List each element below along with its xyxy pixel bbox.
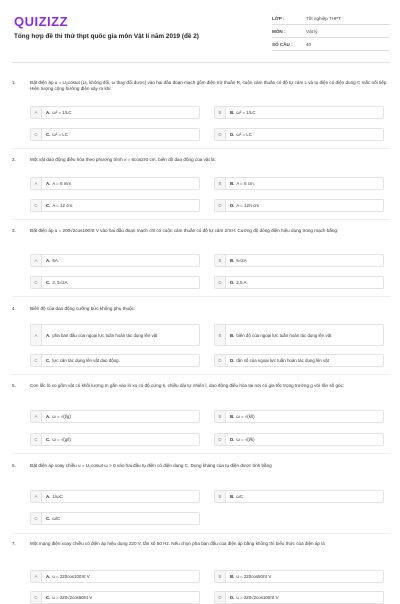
option-6b[interactable] xyxy=(214,490,384,503)
option-text: ωC xyxy=(236,494,244,499)
option-1c[interactable] xyxy=(30,128,200,141)
option-text: pha ban đầu của ngoại lực tuần hoàn tác dụng lên vật xyxy=(52,332,158,338)
option-7b[interactable] xyxy=(214,570,384,583)
question-divider xyxy=(12,148,390,149)
option-label: B. xyxy=(230,574,235,579)
option-letter: A xyxy=(31,178,42,189)
option-text: ω = √(g/l) xyxy=(52,437,71,442)
option-label: A. xyxy=(46,181,51,186)
option-label: A. xyxy=(46,414,51,419)
option-letter: A xyxy=(31,325,42,345)
option-4c[interactable] xyxy=(30,354,200,367)
option-letter: C xyxy=(31,200,42,211)
option-5c[interactable] xyxy=(30,433,200,446)
option-letter: D xyxy=(215,200,226,211)
option-letter: D xyxy=(215,277,226,288)
option-label: C. xyxy=(46,595,51,600)
option-text: 5√2A xyxy=(236,258,247,263)
option-letter: D xyxy=(215,355,226,366)
page-title: Tổng hợp đề thi thử thpt quốc gia môn Vật lí năm 2019 (đề 2) xyxy=(14,33,199,40)
question-text: Con lắc lò xo gồm vật có khối lượng m gắn vào lò xo có độ cứng k, chiều dài tự nhiên l, dao động điều hòa tại nơi có gia tốc trọng trường g với tần số góc: xyxy=(30,383,345,388)
question-text: Biên độ của dao động cưỡng bức không phụ thuộc: xyxy=(30,306,136,311)
option-label: A. xyxy=(46,332,51,338)
option-5a[interactable] xyxy=(30,410,200,423)
option-text: lực cản tác dụng lên vật dao động. xyxy=(52,358,120,363)
option-text: ω = √(k/l) xyxy=(236,414,255,419)
question-number: 2. xyxy=(12,157,16,162)
option-letter: C xyxy=(31,277,42,288)
option-3a[interactable] xyxy=(30,254,200,267)
option-7c[interactable] xyxy=(30,591,200,604)
option-letter: C xyxy=(31,129,42,140)
option-label: A. xyxy=(46,258,51,263)
option-letter: C xyxy=(31,434,42,445)
option-1a[interactable] xyxy=(30,106,200,119)
option-5d[interactable] xyxy=(214,433,384,446)
meta-row-count xyxy=(272,38,390,51)
option-letter: B xyxy=(215,178,226,189)
question-number: 4. xyxy=(12,306,16,311)
option-label: B. xyxy=(230,332,235,338)
option-text: biên độ của ngoại lực tuần hoàn tác dụng lên vật xyxy=(236,332,332,338)
option-letter: B xyxy=(215,571,226,582)
option-letter: B xyxy=(215,325,226,345)
option-letter: B xyxy=(215,491,226,502)
option-4b[interactable] xyxy=(214,324,384,346)
option-label: C. xyxy=(46,516,51,521)
option-label: D. xyxy=(230,132,235,137)
option-label: C. xyxy=(46,280,51,285)
option-text: A = 12 cm. xyxy=(52,203,74,208)
meta-value: Tốt nghiệp THPT xyxy=(306,15,341,21)
meta-value: 40 xyxy=(306,41,312,47)
option-label: C. xyxy=(46,437,51,442)
option-label: B. xyxy=(230,494,235,499)
option-label: B. xyxy=(230,258,235,263)
question-divider xyxy=(12,453,390,454)
option-letter: B xyxy=(215,411,226,422)
option-text: 5A. xyxy=(52,258,59,263)
option-3b[interactable] xyxy=(214,254,384,267)
option-label: D. xyxy=(230,437,235,442)
meta-key: LỚP : xyxy=(272,15,285,21)
question-text: Một vật dao động điều hòa theo phương trình x = 6cos2πt cm, biên độ dao động của vật là: xyxy=(30,157,216,162)
option-letter: A xyxy=(31,107,42,118)
option-letter: A xyxy=(31,255,42,266)
option-text: ω² = 1/LC xyxy=(236,110,256,115)
option-label: D. xyxy=(230,280,235,285)
option-6c[interactable] xyxy=(30,512,200,525)
option-letter: C xyxy=(31,592,42,603)
question-number: 7. xyxy=(12,541,16,546)
option-2b[interactable] xyxy=(214,177,384,190)
option-label: C. xyxy=(46,358,51,363)
option-label: D. xyxy=(230,203,235,208)
meta-row-subject xyxy=(272,25,390,38)
option-text: 2,5 A. xyxy=(236,280,248,285)
option-letter: D xyxy=(215,592,226,603)
option-6a[interactable] xyxy=(30,490,200,503)
option-letter: A xyxy=(31,571,42,582)
option-4a[interactable] xyxy=(30,324,200,346)
option-label: C. xyxy=(46,132,51,137)
option-2a[interactable] xyxy=(30,177,200,190)
option-label: A. xyxy=(46,574,51,579)
option-text: ω/C xyxy=(52,516,61,521)
option-text: ω² = 1/LC xyxy=(52,110,72,115)
question-number: 3. xyxy=(12,228,16,233)
question-number: 6. xyxy=(12,463,16,468)
option-text: ω = √(l/k) xyxy=(236,437,255,442)
option-letter: C xyxy=(31,355,42,366)
quizizz-logo: QUIZIZZ xyxy=(14,14,69,29)
option-text: A = 6 cm. xyxy=(236,181,255,186)
question-text: Đặt điện áp xoay chiều u = U₀cosωt ω > 0 vào hai đầu tụ điện có điện dung C. Dung kháng của tụ điện được tính bằng xyxy=(30,463,272,468)
option-letter: C xyxy=(31,513,42,524)
option-label: D. xyxy=(230,358,235,363)
option-7a[interactable] xyxy=(30,570,200,583)
option-label: B. xyxy=(230,110,235,115)
option-letter: A xyxy=(31,411,42,422)
option-letter: D xyxy=(215,434,226,445)
option-label: B. xyxy=(230,181,235,186)
option-2d[interactable] xyxy=(214,199,384,212)
option-letter: B xyxy=(215,107,226,118)
option-text: ω = √(l/g) xyxy=(52,414,71,419)
option-label: A. xyxy=(46,110,51,115)
option-label: B. xyxy=(230,414,235,419)
option-1d[interactable] xyxy=(214,128,384,141)
header-divider xyxy=(12,62,390,63)
option-text: A = 12π cm xyxy=(236,203,260,208)
option-letter: B xyxy=(215,255,226,266)
option-text: 2, 5√2A xyxy=(52,280,68,285)
option-text: u = 220cos100πt V xyxy=(52,574,90,579)
option-text: u = 220√2cos50πt V xyxy=(52,595,93,600)
question-number: 1. xyxy=(12,80,16,85)
option-7d[interactable] xyxy=(214,591,384,604)
meta-row-class xyxy=(272,12,390,25)
question-text: Đặt điện áp u = U₀cosωt (U₀ không đổi, ω thay đổi được) vào hai đầu đoạn mạch gồm điện trở thuần R, cuộn cảm thuần có độ tự cảm L và tụ điện có điện dung C mắc nối tiếp. Hiện tượng cộng hưởng điện xảy ra khi: xyxy=(30,80,388,92)
meta-key: MÔN : xyxy=(272,28,286,34)
question-text: Một mạng điện xoay chiều có điện áp hiệu dụng 220 V, tần số 50 Hz. Nếu chọn pha ban đầu của điện áp bằng không thì biểu thức của điện áp là xyxy=(30,541,325,546)
question-divider xyxy=(12,296,390,297)
option-label: D. xyxy=(230,595,235,600)
option-text: 1/ωC xyxy=(52,494,63,499)
meta-key: SỐ CÂU : xyxy=(272,41,293,47)
option-text: u = 220√2cos100πt V xyxy=(236,595,279,600)
option-label: A. xyxy=(46,494,51,499)
option-text: u = 220cos50πt V xyxy=(236,574,272,579)
option-text: A = 6 mm xyxy=(52,181,72,186)
option-2c[interactable] xyxy=(30,199,200,212)
question-divider xyxy=(12,533,390,534)
option-5b[interactable] xyxy=(214,410,384,423)
option-1b[interactable] xyxy=(214,106,384,119)
question-divider xyxy=(12,219,390,220)
option-label: C. xyxy=(46,203,51,208)
option-letter: A xyxy=(31,491,42,502)
question-divider xyxy=(12,374,390,375)
option-4d[interactable] xyxy=(214,354,384,367)
meta-value: Vật lý xyxy=(306,28,318,34)
meta-info-box xyxy=(272,12,390,51)
option-text: tần số của ngoại lực tuần hoàn tác dụng lên vật xyxy=(236,358,329,363)
option-letter: D xyxy=(215,129,226,140)
question-number: 5. xyxy=(12,383,16,388)
option-3d[interactable] xyxy=(214,276,384,289)
question-text: Đặt điện áp u = 200√2cos100πt V vào hai đầu đoạn mạch chỉ có cuộn cảm thuần có độ tự cảm 2/πH. Cường độ dòng điện hiệu dụng trong mạch bằng: xyxy=(30,228,339,233)
option-text: ω² = LC xyxy=(52,132,68,137)
option-3c[interactable] xyxy=(30,276,200,289)
option-text: ω² = LC xyxy=(236,132,252,137)
